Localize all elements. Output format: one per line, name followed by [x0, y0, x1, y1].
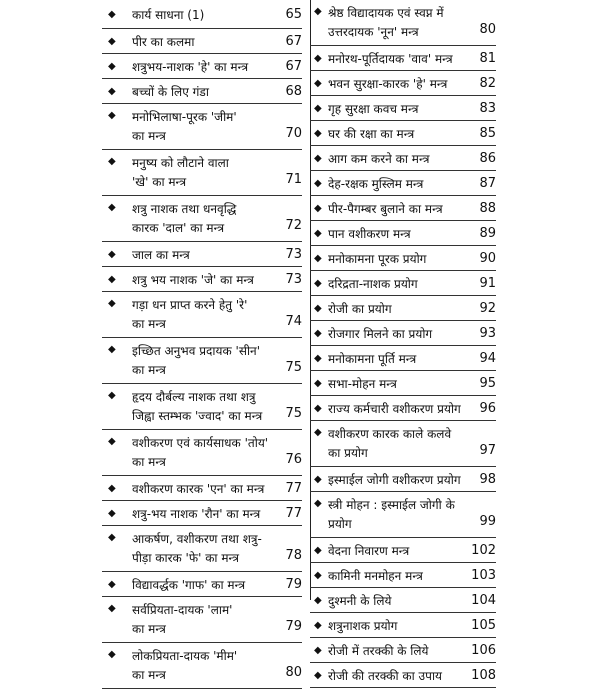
toc-page-number: 96: [479, 401, 496, 416]
toc-page-number: 94: [479, 351, 496, 366]
toc-page-number: 106: [471, 643, 496, 658]
toc-page-number: 86: [479, 151, 496, 166]
toc-entry: [310, 638, 496, 663]
toc-page-number: 67: [285, 34, 302, 49]
toc-column-right: [310, 0, 496, 683]
toc-entry-title: इस्माईल जोगी वशीकरण प्रयोग: [328, 473, 461, 487]
toc-entry: [310, 121, 496, 146]
diamond-bullet-icon: ◆: [314, 427, 322, 438]
toc-entry-title: घर की रक्षा का मन्त्र: [328, 127, 415, 141]
toc-entry: [102, 338, 302, 384]
toc-page-number: 95: [479, 376, 496, 391]
toc-entry-title: वशीकरण एवं कार्यसाधक 'तोय' का मन्त्र: [132, 436, 269, 469]
toc-entry: [102, 29, 302, 54]
toc-page-number: 99: [479, 514, 496, 529]
diamond-bullet-icon: ◆: [108, 579, 116, 590]
toc-entry: [310, 346, 496, 371]
toc-page-number: 79: [285, 619, 302, 634]
diamond-bullet-icon: ◆: [314, 474, 322, 485]
toc-column-left: [102, 0, 302, 682]
toc-entry: [102, 572, 302, 597]
toc-entry-title: रोजी में तरक्की के लिये: [328, 644, 429, 658]
toc-entry: [310, 613, 496, 638]
toc-entry-title: पान वशीकरण मन्त्र: [328, 227, 411, 241]
diamond-bullet-icon: ◆: [108, 156, 116, 167]
toc-entry-title: गृह सुरक्षा कवच मन्त्र: [328, 102, 419, 116]
diamond-bullet-icon: ◆: [314, 128, 322, 139]
toc-entry-title: शत्रुनाशक प्रयोग: [328, 619, 398, 633]
toc-entry: [310, 196, 496, 221]
toc-entry: [310, 46, 496, 71]
toc-page-number: 72: [285, 218, 302, 233]
toc-entry: [310, 492, 496, 538]
toc-entry: [102, 196, 302, 242]
diamond-bullet-icon: ◆: [108, 649, 116, 660]
toc-entry: [310, 0, 496, 46]
toc-entry-title: सर्वप्रियता-दायक 'लाम' का मन्त्र: [132, 603, 233, 636]
toc-page-number: 97: [479, 443, 496, 458]
toc-entry-title: दुश्मनी के लिये: [328, 594, 392, 608]
toc-page-number: 93: [479, 326, 496, 341]
diamond-bullet-icon: ◆: [108, 603, 116, 614]
toc-entry-title: जाल का मन्त्र: [132, 248, 190, 262]
toc-page-number: 85: [479, 126, 496, 141]
toc-entry-title: आग कम करने का मन्त्र: [328, 152, 430, 166]
toc-entry: [102, 292, 302, 338]
toc-entry: [102, 643, 302, 689]
diamond-bullet-icon: ◆: [314, 353, 322, 364]
toc-entry-title: देह-रक्षक मुस्लिम मन्त्र: [328, 177, 424, 191]
toc-page-number: 70: [285, 126, 302, 141]
diamond-bullet-icon: ◆: [108, 110, 116, 121]
diamond-bullet-icon: ◆: [314, 303, 322, 314]
toc-entry-title: इच्छित अनुभव प्रदायक 'सीन' का मन्त्र: [132, 344, 261, 377]
diamond-bullet-icon: ◆: [108, 483, 116, 494]
diamond-bullet-icon: ◆: [108, 344, 116, 355]
toc-entry: [310, 371, 496, 396]
diamond-bullet-icon: ◆: [314, 53, 322, 64]
toc-entry: [102, 54, 302, 79]
toc-page-number: 88: [479, 201, 496, 216]
toc-page-number: 73: [285, 247, 302, 262]
diamond-bullet-icon: ◆: [108, 86, 116, 97]
toc-entry-title: राज्य कर्मचारी वशीकरण प्रयोग: [328, 402, 461, 416]
toc-entry: [310, 271, 496, 296]
toc-entry-title: सभा-मोहन मन्त्र: [328, 377, 397, 391]
diamond-bullet-icon: ◆: [314, 378, 322, 389]
toc-page-number: 75: [285, 360, 302, 375]
toc-entry-title: शत्रु नाशक तथा धनवृद्धि कारक 'दाल' का मन्त्र: [132, 202, 237, 235]
toc-entry: [310, 321, 496, 346]
diamond-bullet-icon: ◆: [314, 570, 322, 581]
toc-entry-title: रोजी की तरक्की का उपाय: [328, 669, 443, 683]
toc-entry-title: बच्चों के लिए गंडा: [132, 85, 209, 99]
diamond-bullet-icon: ◆: [108, 532, 116, 543]
diamond-bullet-icon: ◆: [108, 508, 116, 519]
toc-entry-title: कार्य साधना (1): [132, 8, 205, 22]
toc-entry: [310, 563, 496, 588]
toc-entry: [102, 79, 302, 104]
toc-entry-title: मनुष्य को लौटाने वाला 'खे' का मन्त्र: [132, 156, 229, 189]
toc-entry: [102, 501, 302, 526]
toc-page-number: 73: [285, 272, 302, 287]
toc-page-number: 75: [285, 406, 302, 421]
diamond-bullet-icon: ◆: [314, 178, 322, 189]
toc-entry: [310, 588, 496, 613]
toc-entry-title: वशीकरण कारक काले कलवे का प्रयोग: [328, 427, 452, 460]
toc-page-number: 104: [471, 593, 496, 608]
toc-page-number: 81: [479, 51, 496, 66]
diamond-bullet-icon: ◆: [108, 36, 116, 47]
toc-page-number: 98: [479, 472, 496, 487]
toc-entry: [102, 0, 302, 29]
toc-page-number: 79: [285, 577, 302, 592]
diamond-bullet-icon: ◆: [314, 670, 322, 681]
diamond-bullet-icon: ◆: [108, 390, 116, 401]
diamond-bullet-icon: ◆: [314, 595, 322, 606]
diamond-bullet-icon: ◆: [314, 620, 322, 631]
toc-entry-title: पीर-पैगम्बर बुलाने का मन्त्र: [328, 202, 443, 216]
toc-entry: [310, 396, 496, 421]
toc-entry-title: मनोकामना पूर्ति मन्त्र: [328, 352, 417, 366]
toc-page-number: 91: [479, 276, 496, 291]
toc-entry: [310, 467, 496, 492]
toc-page-number: 82: [479, 76, 496, 91]
toc-entry: [310, 171, 496, 196]
toc-entry-title: शत्रु-भय नाशक 'रौन' का मन्त्र: [132, 507, 261, 521]
toc-page-number: 90: [479, 251, 496, 266]
diamond-bullet-icon: ◆: [108, 436, 116, 447]
toc-page-number: 105: [471, 618, 496, 633]
toc-page-number: 67: [285, 59, 302, 74]
toc-entry-title: भवन सुरक्षा-कारक 'हे' मन्त्र: [328, 77, 448, 91]
toc-entry-title: गड़ा धन प्राप्त करने हेतु 'रे' का मन्त्र: [132, 298, 248, 331]
toc-page-number: 103: [471, 568, 496, 583]
toc-entry: [310, 296, 496, 321]
diamond-bullet-icon: ◆: [108, 249, 116, 260]
toc-page-number: 77: [285, 481, 302, 496]
toc-page-number: 74: [285, 314, 302, 329]
diamond-bullet-icon: ◆: [314, 545, 322, 556]
toc-entry: [102, 242, 302, 267]
diamond-bullet-icon: ◆: [108, 274, 116, 285]
toc-entry-title: मनोरथ-पूर्तिदायक 'वाव' मन्त्र: [328, 52, 453, 66]
diamond-bullet-icon: ◆: [314, 203, 322, 214]
diamond-bullet-icon: ◆: [314, 498, 322, 509]
toc-entry-title: पीर का कलमा: [132, 35, 195, 49]
toc-entry: [102, 476, 302, 501]
toc-entry-title: रोजगार मिलने का प्रयोग: [328, 327, 433, 341]
toc-entry-title: लोकप्रियता-दायक 'मीम' का मन्त्र: [132, 649, 238, 682]
toc-entry-title: वेदना निवारण मन्त्र: [328, 544, 410, 558]
toc-entry-title: मनोकामना पूरक प्रयोग: [328, 252, 427, 266]
diamond-bullet-icon: ◆: [108, 9, 116, 20]
toc-entry: [102, 526, 302, 572]
diamond-bullet-icon: ◆: [108, 61, 116, 72]
diamond-bullet-icon: ◆: [314, 103, 322, 114]
toc-entry-title: मनोभिलाषा-पूरक 'जीम' का मन्त्र: [132, 110, 237, 143]
toc-entry-title: रोजी का प्रयोग: [328, 302, 392, 316]
toc-entry: [102, 150, 302, 196]
toc-entry: [102, 597, 302, 643]
toc-page-number: 80: [479, 22, 496, 37]
toc-entry: [310, 246, 496, 271]
toc-entry: [310, 146, 496, 171]
toc-page-number: 89: [479, 226, 496, 241]
toc-entry: [102, 430, 302, 476]
diamond-bullet-icon: ◆: [314, 78, 322, 89]
toc-entry-title: वशीकरण कारक 'एन' का मन्त्र: [132, 482, 265, 496]
diamond-bullet-icon: ◆: [314, 6, 322, 17]
toc-entry: [310, 221, 496, 246]
diamond-bullet-icon: ◆: [108, 202, 116, 213]
toc-entry: [310, 421, 496, 467]
diamond-bullet-icon: ◆: [314, 253, 322, 264]
toc-entry-title: विद्यावर्द्धक 'गाफ' का मन्त्र: [132, 578, 246, 592]
toc-entry-title: कामिनी मनमोहन मन्त्र: [328, 569, 423, 583]
toc-entry: [102, 267, 302, 292]
diamond-bullet-icon: ◆: [314, 645, 322, 656]
diamond-bullet-icon: ◆: [108, 298, 116, 309]
toc-page-number: 68: [285, 84, 302, 99]
toc-page-number: 87: [479, 176, 496, 191]
toc-page-number: 108: [471, 668, 496, 683]
toc-entry-title: शत्रु भय नाशक 'जे' का मन्त्र: [132, 273, 254, 287]
toc-page-number: 80: [285, 665, 302, 680]
toc-entry-title: आकर्षण, वशीकरण तथा शत्रु- पीड़ा कारक 'फे' का मन्त्र: [132, 532, 262, 565]
toc-entry-title: हृदय दौर्बल्य नाशक तथा शत्रु जिह्वा स्तम्भक 'ज्वाद' का मन्त्र: [132, 390, 263, 423]
toc-page-number: 77: [285, 506, 302, 521]
toc-entry-title: श्रेष्ठ विद्यादायक एवं स्वप्न में उत्तरदायक 'नून' मन्त्र: [328, 6, 444, 39]
diamond-bullet-icon: ◆: [314, 153, 322, 164]
toc-entry: [102, 384, 302, 430]
toc-entry-title: शत्रुभय-नाशक 'हे' का मन्त्र: [132, 60, 249, 74]
toc-page-number: 78: [285, 548, 302, 563]
toc-page-number: 102: [471, 543, 496, 558]
toc-entry: [310, 71, 496, 96]
diamond-bullet-icon: ◆: [314, 403, 322, 414]
toc-page-number: 76: [285, 452, 302, 467]
toc-entry-title: दरिद्रता-नाशक प्रयोग: [328, 277, 418, 291]
toc-entry-divider: [310, 687, 496, 688]
diamond-bullet-icon: ◆: [314, 278, 322, 289]
toc-entry: [310, 96, 496, 121]
toc-entry: [102, 104, 302, 150]
toc-page-number: 83: [479, 101, 496, 116]
toc-entry: [310, 538, 496, 563]
diamond-bullet-icon: ◆: [314, 328, 322, 339]
toc-entry-title: स्त्री मोहन : इस्माईल जोगी के प्रयोग: [328, 498, 455, 531]
toc-page-number: 71: [285, 172, 302, 187]
toc-entry: [310, 663, 496, 688]
diamond-bullet-icon: ◆: [314, 228, 322, 239]
toc-page-number: 65: [285, 7, 302, 22]
toc-page-number: 92: [479, 301, 496, 316]
